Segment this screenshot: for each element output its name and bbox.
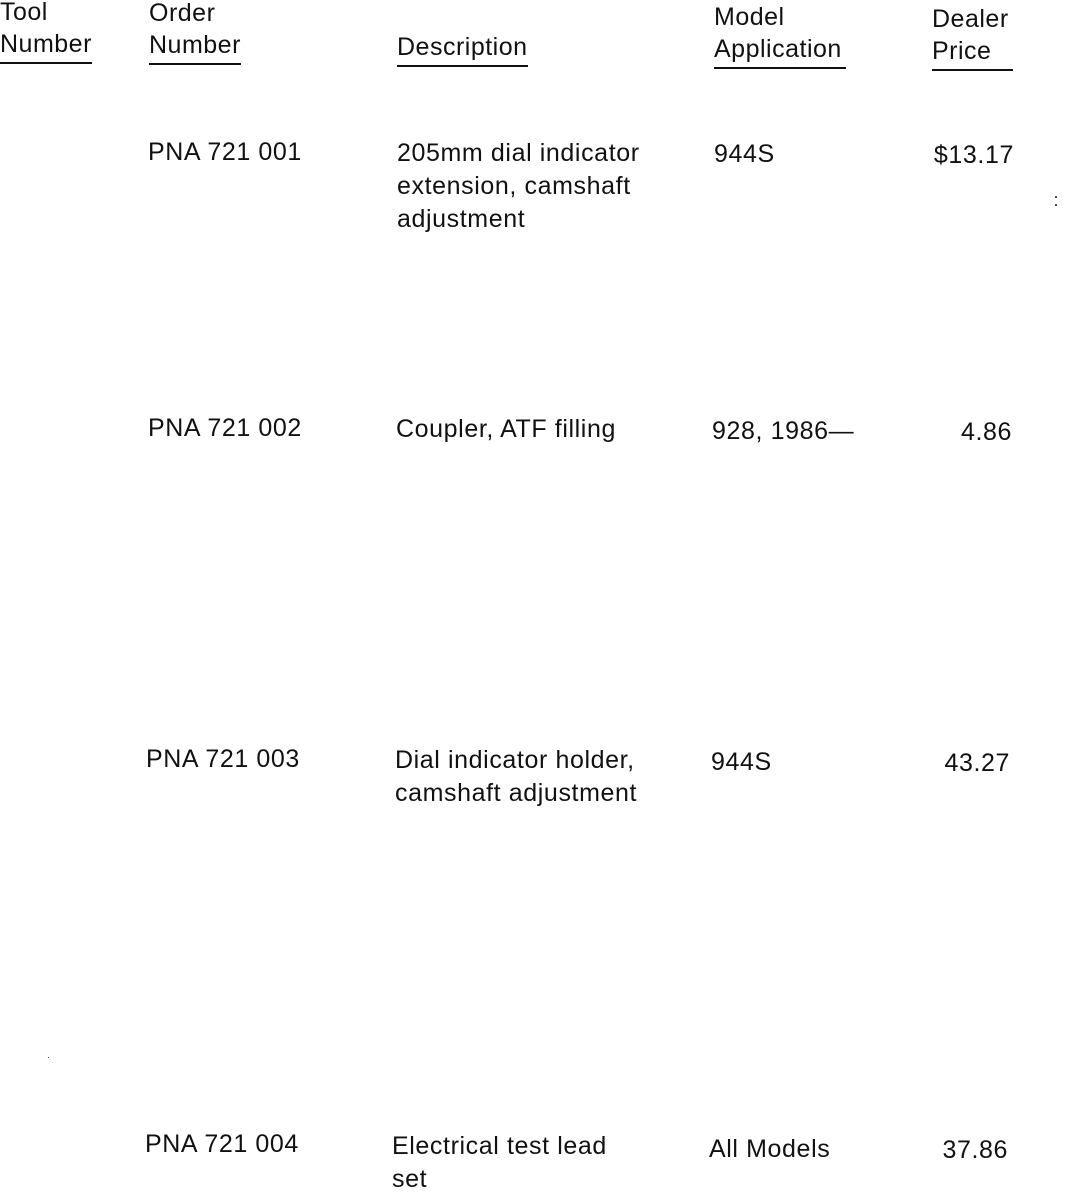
table-row-3-description	[395, 744, 637, 810]
table-row-2-price: 4.86	[960, 418, 1012, 446]
header-model-application	[714, 1, 846, 69]
table-row-2-order-number: PNA 721 002	[148, 414, 302, 442]
scan-speck	[48, 1057, 49, 1058]
description-line: camshaft adjustment	[395, 779, 638, 807]
table-row-3-model: 944S	[711, 748, 772, 776]
table-row-1-description	[397, 137, 640, 236]
header-description	[397, 31, 528, 67]
table-row-1-model: 944S	[714, 140, 775, 168]
header-dealer-price	[932, 3, 1013, 71]
table-row-3-price: 43.27	[944, 749, 1010, 777]
table-row-2-description	[396, 413, 616, 446]
scan-speck	[1055, 204, 1057, 206]
table-row-4-model: All Models	[709, 1135, 831, 1163]
header-price-line2: Price	[932, 35, 1013, 71]
header-price-line1: Dealer	[932, 5, 1009, 33]
description-line: set	[392, 1165, 428, 1193]
description-line: Dial indicator holder,	[395, 746, 635, 774]
description-line: Coupler, ATF filling	[396, 415, 616, 443]
header-tool-line2: Number	[0, 28, 92, 64]
header-description-label: Description	[397, 31, 528, 67]
header-tool-line1: Tool	[0, 0, 48, 26]
description-line: 205mm dial indicator	[397, 139, 640, 167]
scan-speck	[1055, 196, 1057, 198]
header-model-line1: Model	[714, 3, 785, 31]
table-row-1-order-number: PNA 721 001	[148, 138, 302, 166]
header-order-line2: Number	[149, 29, 241, 65]
header-order-line1: Order	[149, 0, 216, 27]
header-model-line2: Application	[714, 33, 846, 69]
table-row-1-price: $13.17	[933, 141, 1014, 169]
table-row-3-order-number: PNA 721 003	[146, 745, 300, 773]
description-line: adjustment	[397, 205, 526, 233]
table-row-4-order-number: PNA 721 004	[145, 1130, 299, 1158]
header-tool-number	[0, 0, 92, 64]
table-row-4-description	[392, 1130, 607, 1196]
description-line: Electrical test lead	[392, 1132, 607, 1160]
table-row-4-price: 37.86	[942, 1136, 1008, 1164]
description-line: extension, camshaft	[397, 172, 631, 200]
table-row-2-model: 928, 1986—	[712, 417, 855, 445]
header-order-number	[149, 0, 241, 65]
